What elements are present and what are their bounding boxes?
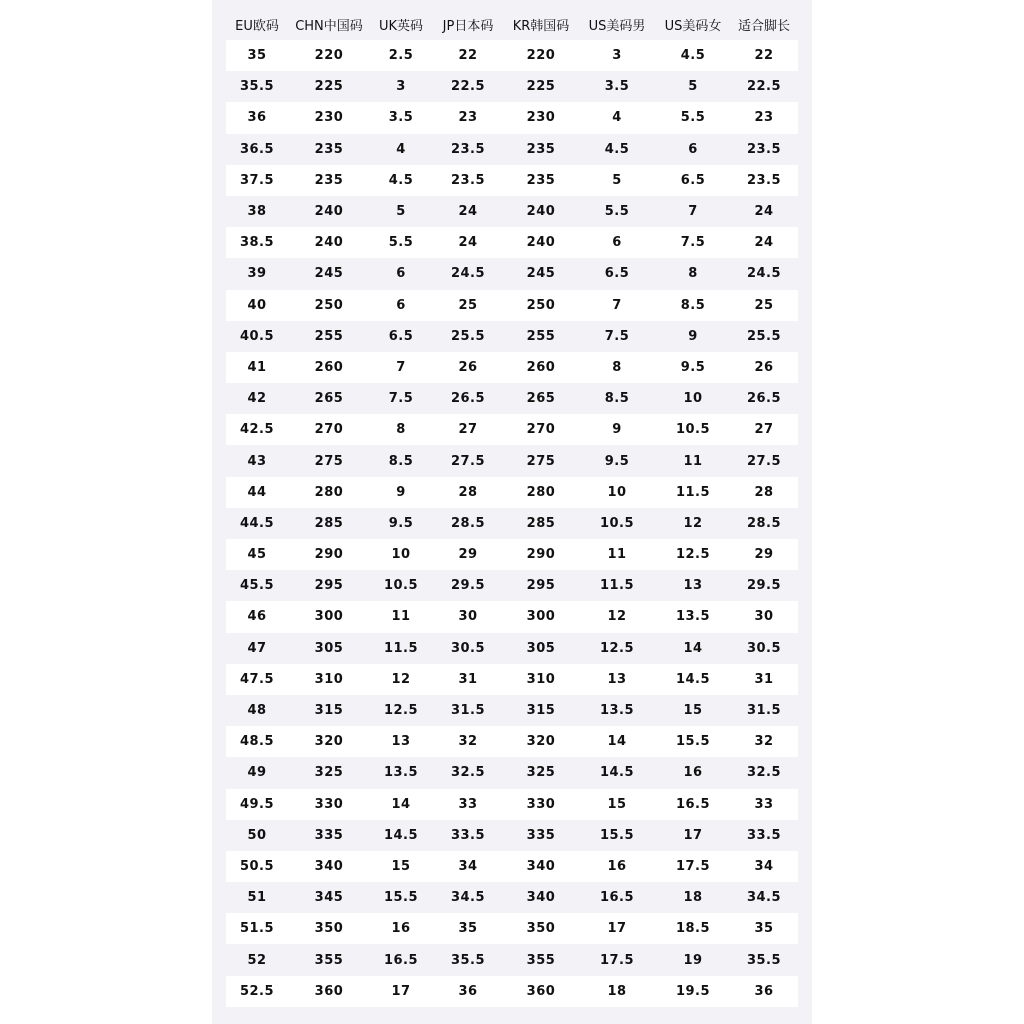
cell-foot-length: 24 [754, 235, 774, 251]
cell-uk: 14.5 [383, 827, 419, 843]
table-row [226, 570, 798, 601]
cell-eu: 45 [247, 547, 267, 563]
cell-eu: 37.5 [239, 172, 275, 188]
cell-chn: 315 [314, 703, 344, 719]
cell-uk: 15.5 [383, 890, 419, 906]
table-row [226, 71, 798, 102]
cell-foot-length: 24.5 [746, 266, 782, 282]
cell-us-men: 17.5 [599, 952, 635, 968]
cell-us-women: 10.5 [675, 422, 711, 438]
table-row [226, 913, 798, 944]
cell-eu: 49.5 [239, 796, 275, 812]
cell-uk: 12.5 [383, 703, 419, 719]
cell-us-men: 5 [612, 172, 622, 188]
cell-jp: 30.5 [450, 640, 486, 656]
cell-foot-length: 35 [754, 921, 774, 937]
cell-chn: 275 [314, 453, 344, 469]
cell-uk: 8.5 [388, 453, 414, 469]
table-row [226, 820, 798, 851]
cell-foot-length: 26.5 [746, 391, 782, 407]
cell-us-women: 11.5 [675, 484, 711, 500]
cell-us-women: 8.5 [680, 297, 706, 313]
table-row [226, 789, 798, 820]
cell-us-men: 9.5 [604, 453, 630, 469]
cell-uk: 4 [396, 141, 406, 157]
cell-uk: 3.5 [388, 110, 414, 126]
cell-kr: 355 [526, 952, 556, 968]
cell-jp: 30 [458, 609, 478, 625]
cell-us-men: 4.5 [604, 141, 630, 157]
table-row [226, 165, 798, 196]
cell-us-men: 3 [612, 48, 622, 64]
cell-jp: 24 [458, 235, 478, 251]
cell-kr: 335 [526, 827, 556, 843]
cell-foot-length: 25.5 [746, 328, 782, 344]
cell-us-women: 14.5 [675, 671, 711, 687]
cell-us-women: 13 [683, 578, 703, 594]
cell-jp: 23 [458, 110, 478, 126]
cell-us-women: 6.5 [680, 172, 706, 188]
cell-uk: 15 [391, 858, 411, 874]
cell-foot-length: 31 [754, 671, 774, 687]
cell-kr: 240 [526, 204, 556, 220]
cell-us-men: 15 [607, 796, 627, 812]
header-us-men: US美码男 [588, 18, 646, 34]
cell-kr: 270 [526, 422, 556, 438]
cell-uk: 13.5 [383, 765, 419, 781]
cell-foot-length: 32.5 [746, 765, 782, 781]
cell-us-men: 13 [607, 671, 627, 687]
cell-uk: 6 [396, 297, 406, 313]
cell-jp: 27 [458, 422, 478, 438]
cell-kr: 265 [526, 391, 556, 407]
cell-chn: 355 [314, 952, 344, 968]
cell-eu: 51 [247, 890, 267, 906]
cell-eu: 38.5 [239, 235, 275, 251]
cell-us-women: 12 [683, 515, 703, 531]
cell-us-women: 19 [683, 952, 703, 968]
cell-chn: 280 [314, 484, 344, 500]
cell-foot-length: 30 [754, 609, 774, 625]
cell-us-women: 18.5 [675, 921, 711, 937]
table-row [226, 290, 798, 321]
cell-kr: 320 [526, 734, 556, 750]
cell-foot-length: 32 [754, 734, 774, 750]
cell-jp: 35 [458, 921, 478, 937]
cell-foot-length: 27.5 [746, 453, 782, 469]
cell-kr: 290 [526, 547, 556, 563]
table-row [226, 976, 798, 1007]
cell-us-men: 9 [612, 422, 622, 438]
cell-chn: 340 [314, 858, 344, 874]
cell-chn: 325 [314, 765, 344, 781]
cell-chn: 245 [314, 266, 344, 282]
cell-eu: 35.5 [239, 79, 275, 95]
cell-chn: 305 [314, 640, 344, 656]
cell-us-men: 6 [612, 235, 622, 251]
cell-eu: 36.5 [239, 141, 275, 157]
cell-jp: 31.5 [450, 703, 486, 719]
cell-kr: 285 [526, 515, 556, 531]
table-row [226, 196, 798, 227]
cell-kr: 280 [526, 484, 556, 500]
cell-jp: 28 [458, 484, 478, 500]
cell-kr: 300 [526, 609, 556, 625]
cell-foot-length: 31.5 [746, 703, 782, 719]
cell-chn: 225 [314, 79, 344, 95]
cell-eu: 50.5 [239, 858, 275, 874]
cell-kr: 235 [526, 172, 556, 188]
cell-us-women: 9 [688, 328, 698, 344]
cell-us-women: 18 [683, 890, 703, 906]
cell-us-women: 5.5 [680, 110, 706, 126]
cell-uk: 9.5 [388, 515, 414, 531]
cell-kr: 250 [526, 297, 556, 313]
cell-jp: 36 [458, 983, 478, 999]
cell-jp: 24 [458, 204, 478, 220]
cell-jp: 25 [458, 297, 478, 313]
cell-uk: 13 [391, 734, 411, 750]
cell-uk: 7.5 [388, 391, 414, 407]
cell-us-men: 8 [612, 359, 622, 375]
cell-chn: 265 [314, 391, 344, 407]
cell-us-women: 17.5 [675, 858, 711, 874]
cell-kr: 225 [526, 79, 556, 95]
header-uk: UK英码 [378, 18, 424, 34]
cell-foot-length: 26 [754, 359, 774, 375]
cell-foot-length: 30.5 [746, 640, 782, 656]
cell-uk: 10 [391, 547, 411, 563]
cell-eu: 41 [247, 359, 267, 375]
cell-us-men: 6.5 [604, 266, 630, 282]
cell-us-women: 6 [688, 141, 698, 157]
cell-us-men: 18 [607, 983, 627, 999]
cell-eu: 46 [247, 609, 267, 625]
cell-jp: 32.5 [450, 765, 486, 781]
cell-jp: 22.5 [450, 79, 486, 95]
cell-us-women: 13.5 [675, 609, 711, 625]
cell-jp: 28.5 [450, 515, 486, 531]
cell-uk: 14 [391, 796, 411, 812]
cell-jp: 33 [458, 796, 478, 812]
cell-eu: 47 [247, 640, 267, 656]
cell-us-women: 19.5 [675, 983, 711, 999]
table-row [226, 695, 798, 726]
cell-kr: 350 [526, 921, 556, 937]
cell-chn: 240 [314, 235, 344, 251]
cell-uk: 17 [391, 983, 411, 999]
cell-us-men: 16.5 [599, 890, 635, 906]
cell-eu: 44.5 [239, 515, 275, 531]
cell-us-men: 11.5 [599, 578, 635, 594]
table-row [226, 633, 798, 664]
cell-chn: 250 [314, 297, 344, 313]
cell-jp: 34.5 [450, 890, 486, 906]
cell-foot-length: 29 [754, 547, 774, 563]
cell-uk: 9 [396, 484, 406, 500]
cell-foot-length: 36 [754, 983, 774, 999]
cell-kr: 325 [526, 765, 556, 781]
cell-us-women: 11 [683, 453, 703, 469]
cell-jp: 23.5 [450, 172, 486, 188]
header-foot-length: 适合脚长 [737, 18, 790, 34]
table-row [226, 508, 798, 539]
table-row [226, 102, 798, 133]
cell-us-women: 7 [688, 204, 698, 220]
cell-us-men: 3.5 [604, 79, 630, 95]
cell-chn: 345 [314, 890, 344, 906]
cell-jp: 35.5 [450, 952, 486, 968]
cell-jp: 23.5 [450, 141, 486, 157]
cell-uk: 5.5 [388, 235, 414, 251]
cell-us-women: 12.5 [675, 547, 711, 563]
cell-us-men: 17 [607, 921, 627, 937]
cell-us-men: 12.5 [599, 640, 635, 656]
cell-foot-length: 25 [754, 297, 774, 313]
cell-kr: 360 [526, 983, 556, 999]
cell-kr: 275 [526, 453, 556, 469]
cell-us-men: 10.5 [599, 515, 635, 531]
cell-kr: 330 [526, 796, 556, 812]
cell-chn: 300 [314, 609, 344, 625]
cell-kr: 255 [526, 328, 556, 344]
cell-eu: 40 [247, 297, 267, 313]
cell-foot-length: 27 [754, 422, 774, 438]
cell-uk: 10.5 [383, 578, 419, 594]
cell-jp: 31 [458, 671, 478, 687]
table-row [226, 539, 798, 570]
cell-us-men: 16 [607, 858, 627, 874]
cell-chn: 295 [314, 578, 344, 594]
cell-jp: 27.5 [450, 453, 486, 469]
cell-us-women: 4.5 [680, 48, 706, 64]
cell-kr: 230 [526, 110, 556, 126]
cell-uk: 16 [391, 921, 411, 937]
table-row [226, 134, 798, 165]
cell-us-men: 10 [607, 484, 627, 500]
table-row [226, 664, 798, 695]
cell-foot-length: 28.5 [746, 515, 782, 531]
cell-eu: 40.5 [239, 328, 275, 344]
cell-foot-length: 23.5 [746, 141, 782, 157]
cell-eu: 36 [247, 110, 267, 126]
cell-eu: 35 [247, 48, 267, 64]
cell-eu: 52.5 [239, 983, 275, 999]
cell-foot-length: 33 [754, 796, 774, 812]
cell-eu: 51.5 [239, 921, 275, 937]
cell-us-women: 17 [683, 827, 703, 843]
cell-chn: 330 [314, 796, 344, 812]
cell-uk: 12 [391, 671, 411, 687]
cell-uk: 4.5 [388, 172, 414, 188]
cell-uk: 3 [396, 79, 406, 95]
table-row [226, 227, 798, 258]
cell-foot-length: 33.5 [746, 827, 782, 843]
cell-eu: 44 [247, 484, 267, 500]
cell-uk: 6 [396, 266, 406, 282]
table-row [226, 40, 798, 71]
cell-us-women: 16 [683, 765, 703, 781]
cell-us-women: 15.5 [675, 734, 711, 750]
cell-foot-length: 34.5 [746, 890, 782, 906]
cell-kr: 295 [526, 578, 556, 594]
cell-us-women: 5 [688, 79, 698, 95]
cell-uk: 6.5 [388, 328, 414, 344]
cell-kr: 305 [526, 640, 556, 656]
cell-jp: 22 [458, 48, 478, 64]
cell-kr: 235 [526, 141, 556, 157]
cell-us-women: 8 [688, 266, 698, 282]
cell-chn: 240 [314, 204, 344, 220]
cell-chn: 270 [314, 422, 344, 438]
header-us-women: US美码女 [664, 18, 722, 34]
cell-eu: 38 [247, 204, 267, 220]
cell-foot-length: 28 [754, 484, 774, 500]
cell-foot-length: 34 [754, 858, 774, 874]
table-row [226, 944, 798, 975]
cell-jp: 29.5 [450, 578, 486, 594]
cell-foot-length: 22.5 [746, 79, 782, 95]
cell-jp: 26.5 [450, 391, 486, 407]
cell-jp: 32 [458, 734, 478, 750]
cell-jp: 25.5 [450, 328, 486, 344]
table-row [226, 851, 798, 882]
cell-jp: 33.5 [450, 827, 486, 843]
cell-us-men: 11 [607, 547, 627, 563]
cell-kr: 340 [526, 890, 556, 906]
cell-chn: 360 [314, 983, 344, 999]
header-eu: EU欧码 [235, 18, 279, 34]
cell-kr: 260 [526, 359, 556, 375]
header-jp: JP日本码 [442, 18, 494, 34]
cell-foot-length: 23 [754, 110, 774, 126]
cell-uk: 11 [391, 609, 411, 625]
cell-us-men: 7 [612, 297, 622, 313]
cell-eu: 47.5 [239, 671, 275, 687]
cell-chn: 260 [314, 359, 344, 375]
cell-kr: 310 [526, 671, 556, 687]
table-row [226, 757, 798, 788]
cell-chn: 220 [314, 48, 344, 64]
cell-chn: 335 [314, 827, 344, 843]
cell-chn: 255 [314, 328, 344, 344]
cell-us-women: 9.5 [680, 359, 706, 375]
cell-eu: 48.5 [239, 734, 275, 750]
table-row [226, 414, 798, 445]
cell-chn: 235 [314, 172, 344, 188]
cell-us-men: 7.5 [604, 328, 630, 344]
cell-eu: 42.5 [239, 422, 275, 438]
table-row [226, 882, 798, 913]
cell-foot-length: 23.5 [746, 172, 782, 188]
cell-eu: 43 [247, 453, 267, 469]
table-body [226, 40, 798, 1007]
cell-jp: 29 [458, 547, 478, 563]
cell-eu: 52 [247, 952, 267, 968]
cell-foot-length: 35.5 [746, 952, 782, 968]
cell-chn: 235 [314, 141, 344, 157]
cell-uk: 2.5 [388, 48, 414, 64]
cell-us-men: 14.5 [599, 765, 635, 781]
cell-eu: 49 [247, 765, 267, 781]
cell-eu: 42 [247, 391, 267, 407]
cell-kr: 240 [526, 235, 556, 251]
table-row [226, 258, 798, 289]
cell-kr: 340 [526, 858, 556, 874]
cell-us-men: 5.5 [604, 204, 630, 220]
cell-us-women: 16.5 [675, 796, 711, 812]
cell-chn: 320 [314, 734, 344, 750]
cell-eu: 45.5 [239, 578, 275, 594]
cell-chn: 285 [314, 515, 344, 531]
cell-us-women: 14 [683, 640, 703, 656]
cell-us-men: 14 [607, 734, 627, 750]
cell-uk: 7 [396, 359, 406, 375]
cell-uk: 8 [396, 422, 406, 438]
table-row [226, 352, 798, 383]
header-kr: KR韩国码 [512, 18, 570, 34]
table-row [226, 477, 798, 508]
cell-eu: 50 [247, 827, 267, 843]
cell-jp: 34 [458, 858, 478, 874]
cell-eu: 48 [247, 703, 267, 719]
cell-uk: 11.5 [383, 640, 419, 656]
cell-jp: 24.5 [450, 266, 486, 282]
table-header [226, 8, 798, 40]
cell-us-men: 12 [607, 609, 627, 625]
cell-uk: 16.5 [383, 952, 419, 968]
cell-foot-length: 24 [754, 204, 774, 220]
cell-foot-length: 29.5 [746, 578, 782, 594]
table-row [226, 601, 798, 632]
cell-us-women: 15 [683, 703, 703, 719]
cell-eu: 39 [247, 266, 267, 282]
cell-us-women: 7.5 [680, 235, 706, 251]
table-row [226, 726, 798, 757]
cell-kr: 220 [526, 48, 556, 64]
cell-kr: 315 [526, 703, 556, 719]
cell-chn: 290 [314, 547, 344, 563]
cell-jp: 26 [458, 359, 478, 375]
header-chn: CHN中国码 [295, 18, 363, 34]
table-row [226, 321, 798, 352]
cell-uk: 5 [396, 204, 406, 220]
cell-chn: 350 [314, 921, 344, 937]
cell-foot-length: 22 [754, 48, 774, 64]
cell-us-men: 15.5 [599, 827, 635, 843]
cell-us-men: 4 [612, 110, 622, 126]
cell-us-men: 8.5 [604, 391, 630, 407]
cell-chn: 310 [314, 671, 344, 687]
cell-chn: 230 [314, 110, 344, 126]
cell-kr: 245 [526, 266, 556, 282]
table-row [226, 383, 798, 414]
table-row [226, 445, 798, 476]
cell-us-women: 10 [683, 391, 703, 407]
cell-us-men: 13.5 [599, 703, 635, 719]
